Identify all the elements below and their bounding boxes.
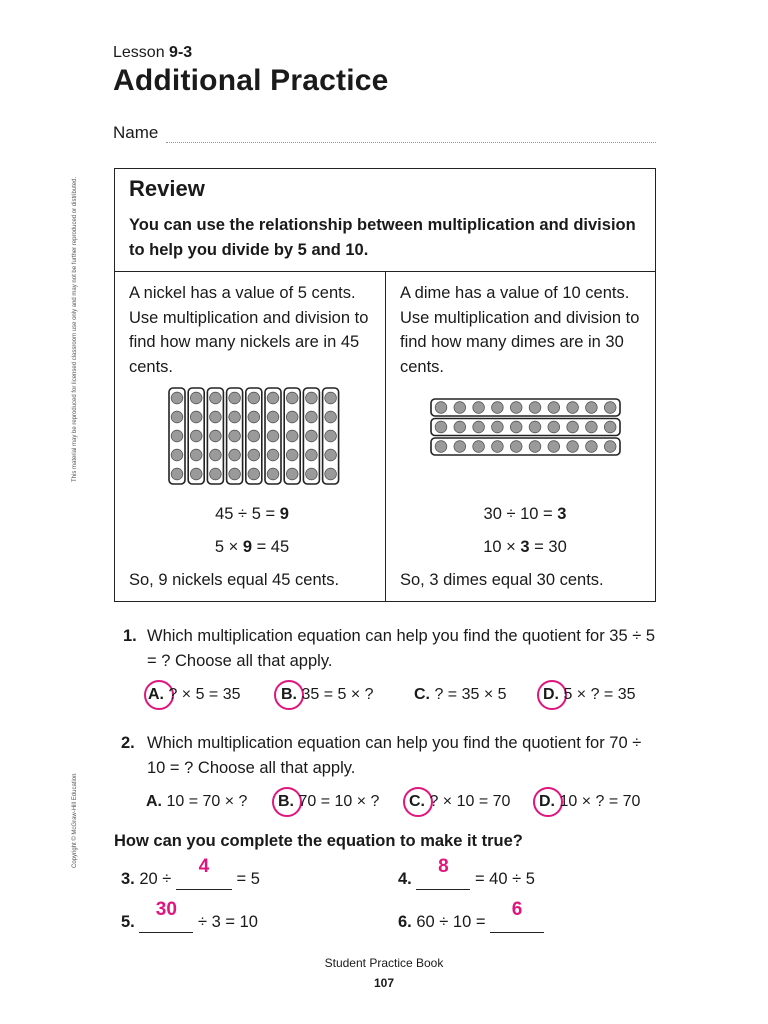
dime-coin (567, 441, 579, 453)
nickel-coin (325, 392, 337, 404)
q1-option-d-text: 5 × ? = 35 (563, 686, 636, 703)
nickel-coin (229, 468, 241, 480)
nickel-coin (267, 411, 279, 423)
nickel-coin (286, 468, 298, 480)
q2-option-a[interactable] (146, 793, 247, 811)
page-title: Additional Practice (113, 64, 389, 97)
dime-coin (454, 421, 466, 433)
side-note-top: This material may be reproduced for licensed classroom use only and may not be further reproduced or distributed. (72, 176, 78, 482)
nickel-coin (229, 392, 241, 404)
nickel-coin (267, 468, 279, 480)
q1-option-c[interactable] (414, 686, 507, 704)
dime-coin (529, 421, 541, 433)
review-title: Review (129, 176, 205, 201)
nickel-eq1-text: 45 ÷ 5 = (215, 505, 280, 523)
name-label: Name (113, 123, 159, 142)
dime-coin (454, 441, 466, 453)
q4-answer: 8 (438, 856, 449, 877)
q3-pre: 20 ÷ (139, 870, 176, 888)
nickel-coin (190, 411, 202, 423)
q6-blank[interactable] (490, 899, 544, 933)
q4-number: 4. (398, 870, 412, 888)
dime-coin (454, 402, 466, 414)
dime-eq2-answer: 3 (520, 538, 530, 556)
nickel-division-equation (117, 505, 387, 524)
nickel-coin (210, 449, 222, 461)
nickel-coin (190, 449, 202, 461)
dime-coin (548, 421, 560, 433)
nickel-coin (306, 449, 318, 461)
q2-option-d-text: 10 × ? = 70 (559, 793, 641, 810)
q2-text: Which multiplication equation can help you find the quotient for 70 ÷ 10 = ? Choose all that apply. (147, 734, 642, 777)
dime-coin (586, 402, 598, 414)
q2-option-b[interactable] (278, 793, 379, 811)
q1-text: Which multiplication equation can help you find the quotient for 35 ÷ 5 = ? Choose all that apply. (147, 627, 656, 670)
q5-number: 5. (121, 913, 135, 931)
q2-option-a-text: 10 = 70 × ? (166, 793, 248, 810)
nickel-coin (171, 468, 183, 480)
dime-coin (473, 441, 485, 453)
dime-coin (510, 402, 522, 414)
dime-coin (548, 402, 560, 414)
nickel-coin (190, 430, 202, 442)
nickel-coin (286, 430, 298, 442)
dime-coin (510, 441, 522, 453)
q1-option-b[interactable] (281, 686, 374, 704)
nickel-coin (306, 430, 318, 442)
nickel-eq2-pre: 5 × (214, 538, 243, 556)
nickel-array-image (167, 386, 341, 486)
q1-option-d[interactable] (543, 686, 636, 704)
q1-option-c-text: ? = 35 × 5 (434, 686, 507, 703)
lesson-number: 9-3 (169, 44, 193, 61)
q2-option-a-letter: A. (146, 793, 162, 810)
q3-answer: 4 (198, 856, 210, 877)
dime-coin (473, 402, 485, 414)
q3-row (121, 856, 260, 890)
footer-book-title: Student Practice Book (324, 956, 444, 970)
dime-coin (510, 421, 522, 433)
nickel-coin (171, 430, 183, 442)
lesson-label-text: Lesson (113, 44, 165, 61)
dime-eq1-text: 30 ÷ 10 = (483, 505, 558, 523)
q5-blank[interactable] (139, 899, 193, 933)
q1-option-a[interactable] (148, 686, 241, 704)
nickel-coin (248, 392, 260, 404)
nickel-multiplication-equation (117, 538, 387, 557)
q3-blank[interactable] (176, 856, 232, 890)
dime-coin (604, 421, 616, 433)
nickel-coin (190, 468, 202, 480)
q1-option-a-text: ? × 5 = 35 (168, 686, 241, 703)
nickel-coin (248, 468, 260, 480)
nickel-text: A nickel has a value of 5 cents. Use multiplication and division to find how many nickels are in 45 cents. (129, 284, 369, 376)
nickel-coin (325, 430, 337, 442)
dime-conclusion: So, 3 dimes equal 30 cents. (400, 571, 604, 589)
q6-row (398, 899, 544, 933)
nickel-coin (306, 392, 318, 404)
dime-coin (492, 421, 504, 433)
nickel-coin (248, 449, 260, 461)
q3-number: 3. (121, 870, 135, 888)
dime-coin (586, 441, 598, 453)
nickel-coin (306, 468, 318, 480)
nickel-coin (286, 411, 298, 423)
nickel-coin (171, 411, 183, 423)
dime-coin (435, 402, 447, 414)
dime-eq2-pre: 10 × (483, 538, 521, 556)
q2-option-b-text: 70 = 10 × ? (298, 793, 380, 810)
q5-answer: 30 (155, 899, 177, 920)
nickel-coin (190, 392, 202, 404)
completion-heading: How can you complete the equation to make it true? (114, 832, 523, 850)
q4-post: = 40 ÷ 5 (470, 870, 535, 888)
nickel-coin (267, 392, 279, 404)
nickel-coin (306, 411, 318, 423)
nickel-coin (325, 449, 337, 461)
nickel-coin (229, 449, 241, 461)
nickel-coin (267, 430, 279, 442)
nickel-coin (286, 392, 298, 404)
dime-coin (567, 402, 579, 414)
lesson-label (113, 44, 192, 62)
nickel-coin (325, 411, 337, 423)
dime-eq1-answer: 3 (557, 505, 567, 523)
nickel-coin (267, 449, 279, 461)
nickel-coin (229, 430, 241, 442)
nickel-coin (210, 392, 222, 404)
q1-option-b-letter: B. (281, 686, 297, 703)
dime-coin (473, 421, 485, 433)
q2-option-b-letter: B. (278, 793, 294, 810)
dime-eq2-post: = 30 (529, 538, 567, 556)
q3-post: = 5 (231, 870, 260, 888)
q4-row (398, 856, 535, 890)
dime-coin (492, 441, 504, 453)
nickel-eq2-post: = 45 (252, 538, 290, 556)
dime-coin (586, 421, 598, 433)
q6-number: 6. (398, 913, 412, 931)
nickel-coin (248, 430, 260, 442)
nickel-coin (286, 449, 298, 461)
dime-coin (435, 441, 447, 453)
dime-division-equation (390, 505, 660, 524)
q6-answer: 6 (511, 899, 523, 920)
q5-row (121, 899, 258, 933)
nickel-coin (229, 411, 241, 423)
dime-text: A dime has a value of 10 cents. Use multiplication and division to find how many dimes are in 30 cents. (400, 284, 640, 376)
dime-coin (548, 441, 560, 453)
nickel-coin (210, 411, 222, 423)
q2-option-c-text: ? × 10 = 70 (429, 793, 511, 810)
nickel-eq1-answer: 9 (279, 505, 289, 523)
nickel-coin (210, 468, 222, 480)
dime-coin (435, 421, 447, 433)
q2-option-d[interactable] (539, 793, 640, 811)
dime-coin (492, 402, 504, 414)
dime-array-image (429, 397, 623, 459)
name-line[interactable] (166, 142, 656, 143)
side-note-copyright: Copyright © McGraw-Hill Education (72, 773, 78, 868)
q1-number: 1. (123, 627, 137, 645)
q4-blank[interactable] (416, 856, 470, 890)
nickel-coin (325, 468, 337, 480)
nickel-eq2-answer: 9 (242, 538, 252, 556)
q2-option-d-letter: D. (539, 793, 555, 810)
q1-option-d-letter: D. (543, 686, 559, 703)
q2-option-c-letter: C. (409, 793, 425, 810)
q2-option-c[interactable] (409, 793, 510, 811)
q5-post: ÷ 3 = 10 (193, 913, 258, 931)
dime-coin (604, 441, 616, 453)
q1-option-a-letter: A. (148, 686, 164, 703)
footer-page-number: 107 (373, 976, 395, 990)
review-text: You can use the relationship between multiplication and division to help you divide by 5 and 10. (129, 216, 636, 259)
nickel-coin (171, 392, 183, 404)
dime-coin (529, 441, 541, 453)
dime-coin (529, 402, 541, 414)
dime-coin (567, 421, 579, 433)
nickel-coin (210, 430, 222, 442)
nickel-coin (248, 411, 260, 423)
q6-pre: 60 ÷ 10 = (416, 913, 491, 931)
nickel-conclusion: So, 9 nickels equal 45 cents. (129, 571, 340, 589)
dime-multiplication-equation (390, 538, 660, 557)
q1-option-c-letter: C. (414, 686, 430, 703)
q2-number: 2. (121, 734, 135, 752)
nickel-coin (171, 449, 183, 461)
q1-option-b-text: 35 = 5 × ? (301, 686, 374, 703)
dime-coin (604, 402, 616, 414)
